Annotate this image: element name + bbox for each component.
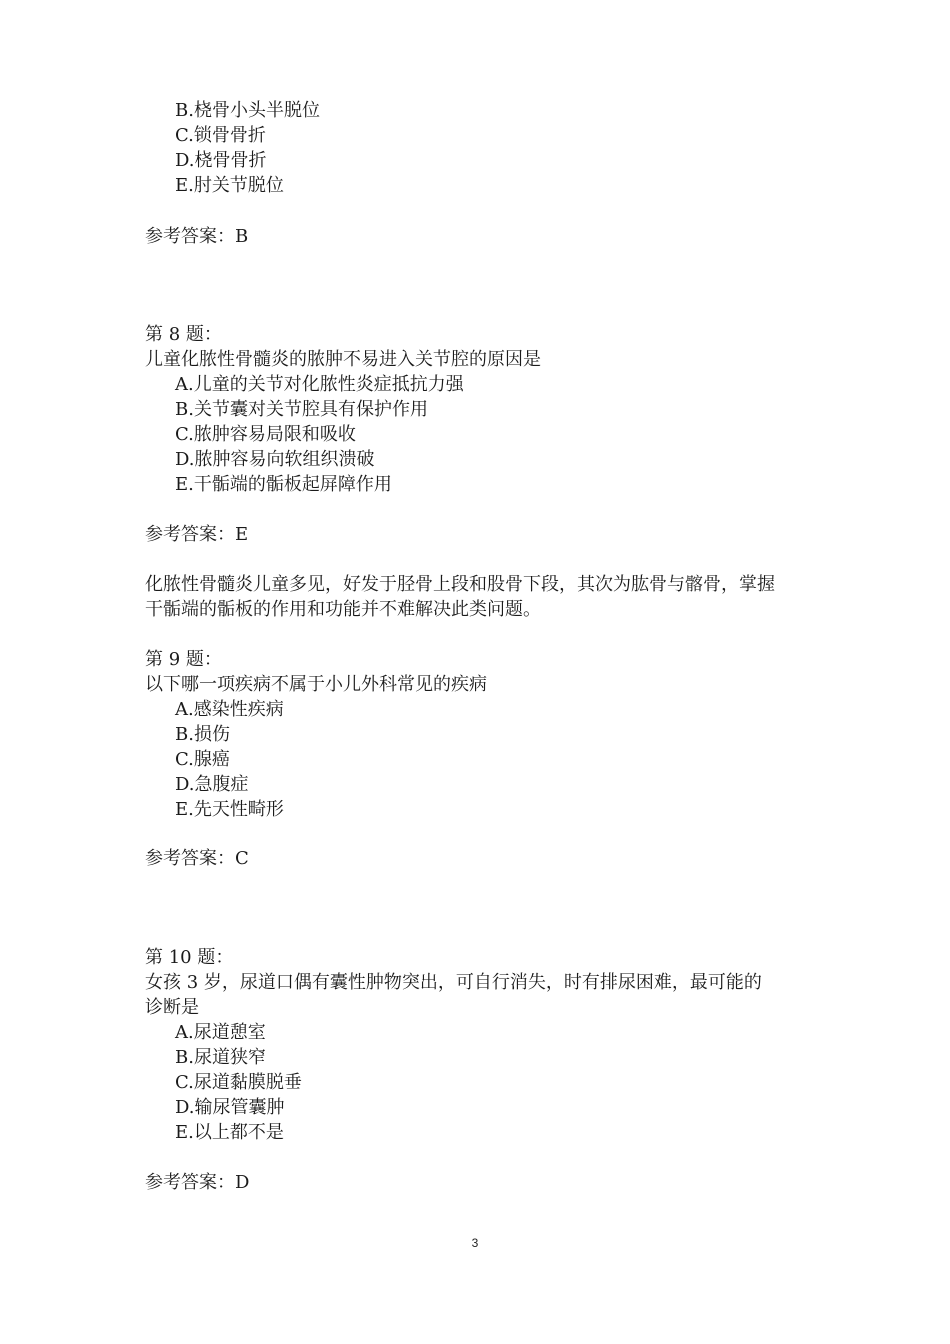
option-b: B.尿道狭窄 <box>175 1047 266 1068</box>
option-a: A.儿童的关节对化脓性炎症抵抗力强 <box>175 374 464 395</box>
question-stem: 以下哪一项疾病不属于小儿外科常见的疾病 <box>145 674 487 695</box>
option-a: A.感染性疾病 <box>175 699 284 720</box>
option-d: D.脓肿容易向软组织溃破 <box>175 449 375 470</box>
option-d: D.输尿管囊肿 <box>175 1097 285 1118</box>
option-e: E.以上都不是 <box>175 1122 284 1143</box>
option-c: C.腺癌 <box>175 749 230 770</box>
explanation-line: 化脓性骨髓炎儿童多见，好发于胫骨上段和股骨下段，其次为肱骨与髂骨，掌握 <box>145 574 775 595</box>
question-stem: 儿童化脓性骨髓炎的脓肿不易进入关节腔的原因是 <box>145 349 541 370</box>
option-e: E.先天性畸形 <box>175 799 284 820</box>
option-d: D.桡骨骨折 <box>175 150 267 171</box>
page-number: 3 <box>471 1236 479 1250</box>
option-c: C.锁骨骨折 <box>175 125 266 146</box>
question-stem: 诊断是 <box>145 997 199 1018</box>
question-stem: 女孩 3 岁，尿道口偶有囊性肿物突出，可自行消失，时有排尿困难，最可能的 <box>145 972 762 993</box>
option-e: E.肘关节脱位 <box>175 175 284 196</box>
question-number: 第 10 题： <box>145 947 234 968</box>
option-b: B.关节囊对关节腔具有保护作用 <box>175 399 428 420</box>
question-number: 第 8 题： <box>145 324 222 345</box>
option-b: B.损伤 <box>175 724 230 745</box>
explanation-line: 干骺端的骺板的作用和功能并不难解决此类问题。 <box>145 599 541 620</box>
option-d: D.急腹症 <box>175 774 249 795</box>
option-c: C.尿道黏膜脱垂 <box>175 1072 302 1093</box>
option-b: B.桡骨小头半脱位 <box>175 100 320 121</box>
question-number: 第 9 题： <box>145 649 222 670</box>
answer: 参考答案：B <box>145 226 249 247</box>
option-c: C.脓肿容易局限和吸收 <box>175 424 356 445</box>
option-a: A.尿道憩室 <box>175 1022 266 1043</box>
answer: 参考答案：D <box>145 1172 250 1193</box>
answer: 参考答案：C <box>145 848 249 869</box>
answer: 参考答案：E <box>145 524 249 545</box>
option-e: E.干骺端的骺板起屏障作用 <box>175 474 392 495</box>
